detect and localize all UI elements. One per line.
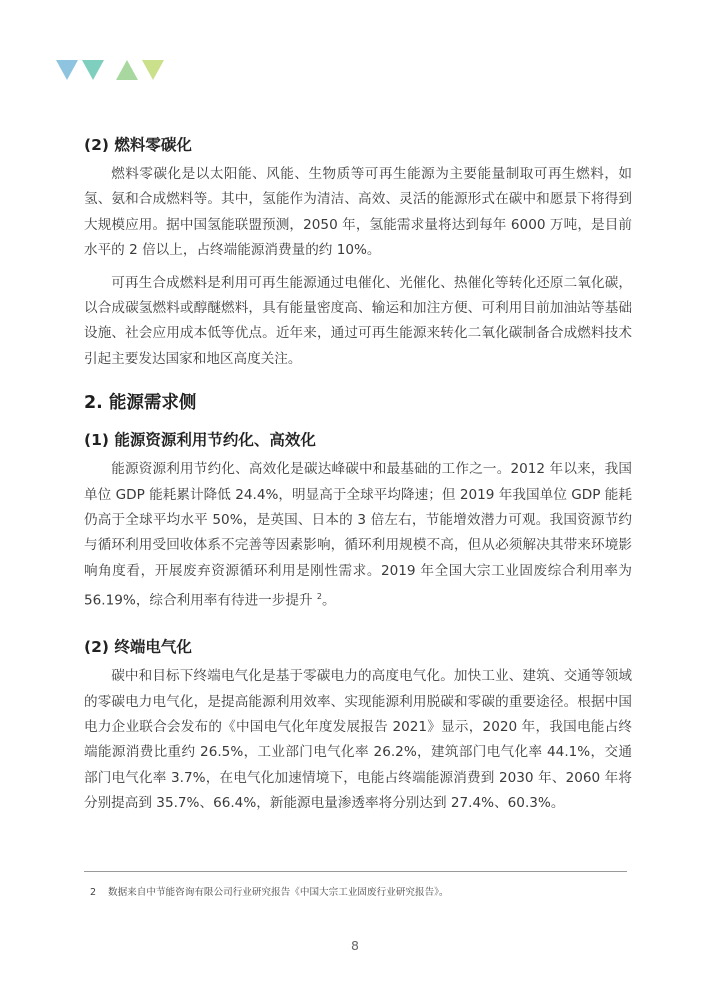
footnote-ref[interactable]: 2: [316, 592, 322, 602]
logo-triangle-4: [142, 60, 164, 80]
footnote: [90, 886, 449, 900]
page-content: [84, 134, 632, 817]
paragraph-efficiency-text: 能源资源利用节约化、高效化是碳达峰碳中和最基础的工作之一。2012 年以来，我国单位 GDP 能耗累计降低 24.4%，明显高于全球平均降速；但 2019 年我国单位 GDP 能耗仍高于全球平均水平 50%，是英国、日本的 3 倍左右，节能增效潜力可观。我国资源节约与循环利用受回收体系不完善等因素影响，循环利用规模不高，但从必须解决其带来环境影响角度看，开展废弃资源循环利用是刚性需求。2019 年全国大宗工业固废综合利用率为 56.19%，综合利用率有待进一步提升: [84, 461, 632, 609]
footnote-number: 2: [90, 887, 97, 898]
logo-triangle-2: [82, 60, 104, 80]
header-logo-triangles: [56, 60, 176, 82]
paragraph-fuel-2: 可再生合成燃料是利用可再生能源通过电催化、光催化、热催化等转化还原二氧化碳，以合成碳氢燃料或醇醚燃料，具有能量密度高、输运和加注方便、可利用目前加油站等基础设施、社会应用成本低等优点。近年来，通过可再生能源来转化二氧化碳制备合成燃料技术引起主要发达国家和地区高度关注。: [84, 274, 632, 367]
paragraph-fuel-1: 燃料零碳化是以太阳能、风能、生物质等可再生能源为主要能量制取可再生燃料，如氢、氨和合成燃料等。其中，氢能作为清洁、高效、灵活的能源形式在碳中和愿景下将得到大规模应用。据中国氢能联盟预测，2050 年，氢能需求量将达到每年 6000 万吨，是目前水平的 2 倍以上，占终端能源消费量的约 10%。: [84, 166, 632, 259]
heading-electrification: (2) 终端电气化: [84, 638, 192, 657]
logo-triangle-3: [116, 60, 138, 80]
page-number: 8: [351, 938, 359, 953]
footnote-divider: [84, 871, 627, 872]
heading-demand-side: 2. 能源需求侧: [84, 393, 197, 414]
heading-fuel-decarbonization: (2) 燃料零碳化: [84, 136, 192, 154]
period: 。: [321, 592, 336, 609]
footnote-text: 数据来自中节能咨询有限公司行业研究报告《中国大宗工业固废行业研究报告》。: [108, 887, 449, 898]
paragraph-electrification: 碳中和目标下终端电气化是基于零碳电力的高度电气化。加快工业、建筑、交通等领域的零碳电力电气化，是提高能源利用效率、实现能源利用脱碳和零碳的重要途径。根据中国电力企业联合会发布的《中国电气化年度发展报告 2021》显示，2020 年，我国电能占终端能源消费比重约 26.5%，工业部门电气化率 26.2%，建筑部门电气化率 44.1%，交通部门电气化率 3.7%，在电气化加速情境下，电能占终端能源消费到 2030 年、2060 年将分别提高到 35.7%、66.4%，新能源电量渗透率将分别达到 27.4%、60.3%。: [84, 668, 632, 812]
paragraph-efficiency: [84, 457, 632, 614]
heading-efficiency: (1) 能源资源利用节约化、高效化: [84, 431, 316, 450]
logo-triangle-1: [56, 60, 78, 80]
